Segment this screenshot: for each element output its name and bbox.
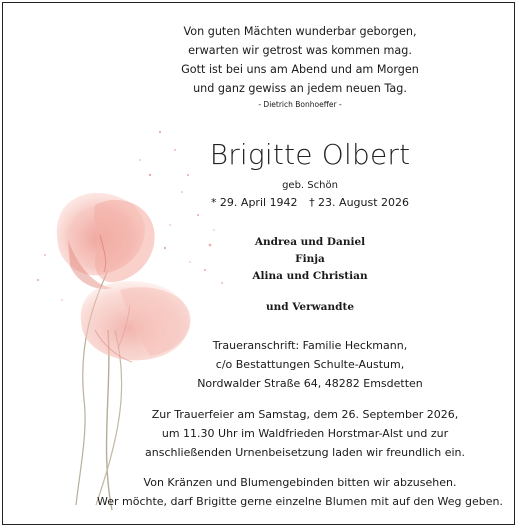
condolence-address xyxy=(150,336,470,393)
poem-line: Von guten Mächten wunderbar geborgen, xyxy=(183,25,417,38)
poem-line: Gott ist bei uns am Abend und am Morgen xyxy=(181,63,419,76)
upper-poppy xyxy=(57,193,155,289)
family-line: Andrea und Daniel xyxy=(254,236,366,248)
family-line: Alina und Christian xyxy=(252,270,368,282)
family-line: Finja xyxy=(295,253,325,265)
ceremony-info xyxy=(100,405,510,462)
closing-line: Wer möchte, darf Brigitte gerne einzelne Blumen mit auf den Weg geben. xyxy=(96,495,504,508)
ceremony-line: um 11.30 Uhr im Waldfrieden Horstmar-Alst und zur xyxy=(161,427,449,440)
poem-line: und ganz gewiss an jedem neuen Tag. xyxy=(193,82,407,95)
address-line: Traueranschrift: Familie Heckmann, xyxy=(212,339,408,352)
poem-author: - Dietrich Bonhoeffer - xyxy=(258,100,342,109)
family-members xyxy=(150,234,470,285)
address-line: c/o Bestattungen Schulte-Austum, xyxy=(215,358,405,371)
birth-name: geb. Schön xyxy=(282,180,338,191)
deceased-name: Brigitte Olbert xyxy=(209,138,411,171)
address-line: Nordwalder Straße 64, 48282 Emsdetten xyxy=(197,377,423,390)
poem-line: erwarten wir getrost was kommen mag. xyxy=(188,44,412,57)
death-date: † 23. August 2026 xyxy=(309,196,410,209)
life-dates xyxy=(150,196,470,209)
bonhoeffer-poem xyxy=(120,22,480,98)
ceremony-line: anschließenden Urnenbeisetzung laden wir freundlich ein. xyxy=(145,446,465,459)
birth-date: * 29. April 1942 xyxy=(210,196,298,209)
closing-note xyxy=(80,473,519,511)
closing-line: Von Kränzen und Blumengebinden bitten wir abzusehen. xyxy=(143,476,457,489)
ceremony-line: Zur Trauerfeier am Samstag, dem 26. September 2026, xyxy=(151,408,459,421)
relatives: und Verwandte xyxy=(265,301,354,313)
